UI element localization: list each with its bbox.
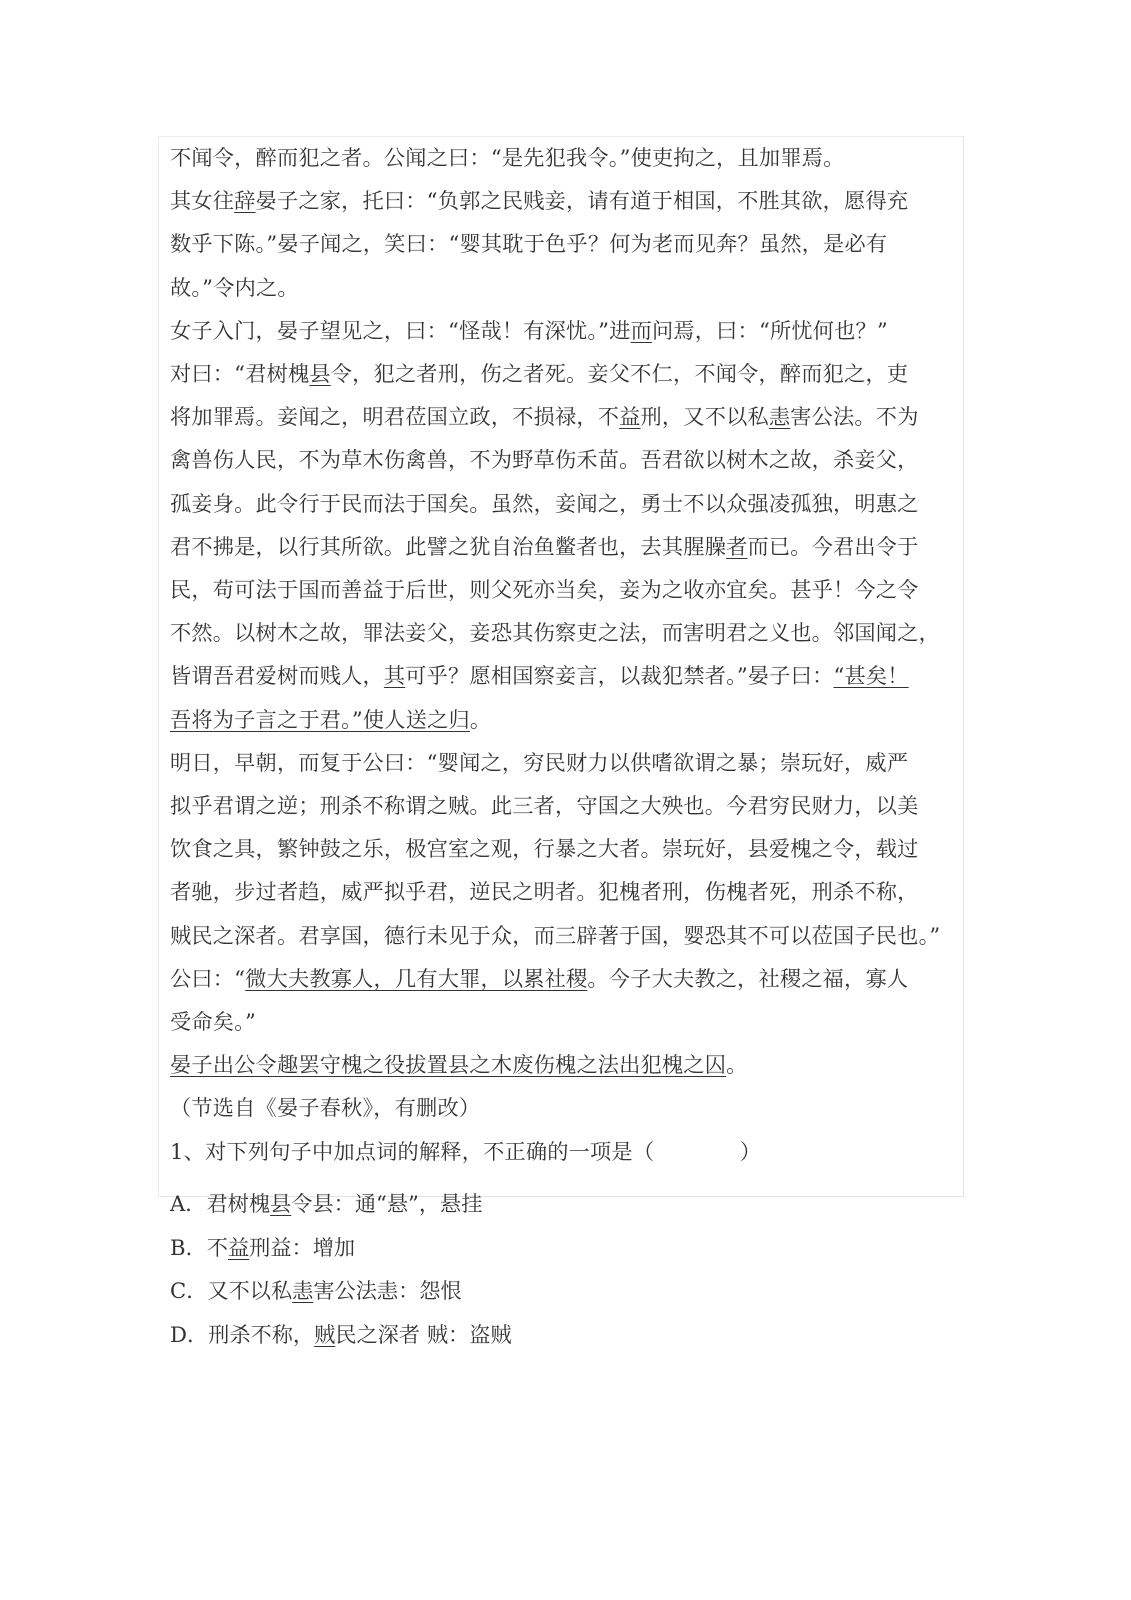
passage-line-8: 禽兽伤人民，不为草木伤禽兽，不为野草伤禾苗。吾君欲以树木之故，杀妾父， xyxy=(170,447,919,473)
passage-line-17: 饮食之具，繁钟鼓之乐，极宫室之观，行暴之大者。崇玩好，县爱槐之令，载过 xyxy=(170,836,919,862)
underlined-sentence: 晏子出公令趣罢守槐之役拔置县之木废伤槐之法出犯槐之囚 xyxy=(170,1052,727,1078)
underlined-word: 益 xyxy=(619,404,641,430)
underlined-word: 恚 xyxy=(768,404,791,430)
passage-line-22: 晏子出公令趣罢守槐之役拔置县之木废伤槐之法出犯槐之囚。 xyxy=(170,1052,748,1078)
passage-line-14: 吾将为子言之于君。”使人送之归。 xyxy=(170,706,492,732)
passage-line-18: 者驰，步过者趋，威严拟乎君，逆民之明者。犯槐者刑，伤槐者死，刑杀不称， xyxy=(170,879,919,905)
passage-line-10: 君不拂是，以行其所欲。此譬之犹自治鱼鳖者也，去其腥臊者而已。今君出令于 xyxy=(170,533,919,559)
passage xyxy=(170,136,960,1173)
passage-line-19: 贼民之深者。君享国，德行未见于众，而三辟著于国，婴恐其不可以莅国子民也。” xyxy=(170,922,941,948)
option-a[interactable]: A．君树槐县令县：通“悬”，悬挂 xyxy=(170,1191,483,1216)
underlined-sentence: 微大夫教寡人，几有大罪，以累社稷 xyxy=(245,965,588,991)
passage-line-2: 其女往辞晏子之家，托曰：“负郭之民贱妾，请有道于相国，不胜其欲，愿得充 xyxy=(170,188,909,214)
underlined-word: 县 xyxy=(309,361,331,387)
passage-line-15: 明日，早朝，而复于公曰：“婴闻之，穷民财力以供嗜欲谓之暴；崇玩好，威严 xyxy=(170,749,909,775)
underlined-word: 而 xyxy=(630,317,652,343)
underlined-word: 恚 xyxy=(292,1278,314,1304)
passage-line-21: 受命矣。” xyxy=(170,1009,256,1035)
passage-line-13: 皆谓吾君爱树而贱人，其可乎？愿相国察妾言，以裁犯禁者。”晏子曰：“甚矣！ xyxy=(170,663,909,689)
passage-line-6: 对曰：“君树槐县令，犯之者刑，伤之者死。妾父不仁，不闻令，醉而犯之，吏 xyxy=(170,361,909,387)
answer-options xyxy=(170,1182,870,1356)
passage-line-16: 拟乎君谓之逆；刑杀不称谓之贼。此三者，守国之大殃也。今君穷民财力，以美 xyxy=(170,793,919,819)
underlined-sentence: 吾将为子言之于君。”使人送之归 xyxy=(170,706,470,732)
passage-line-12: 不然。以树木之故，罪法妾父，妾恐其伤察吏之法，而害明君之义也。邻国闻之， xyxy=(170,620,940,646)
option-d[interactable]: D．刑杀不称，贼民之深者 贼：盗贼 xyxy=(170,1321,512,1347)
passage-line-20: 公曰：“微大夫教寡人，几有大罪，以累社稷。今子大夫教之，社稷之福，寡人 xyxy=(170,965,909,991)
passage-line-4: 故。”令内之。 xyxy=(170,274,299,300)
underlined-word: 者 xyxy=(726,533,748,559)
passage-line-7: 将加罪焉。妾闻之，明君莅国立政，不损禄，不益刑，又不以私恚害公法。不为 xyxy=(170,404,919,430)
option-c[interactable]: C．又不以私恚害公法恚：怨恨 xyxy=(170,1278,462,1304)
passage-line-9: 孤妾身。此令行于民而法于国矣。虽然，妾闻之，勇士不以众强凌孤独，明惠之 xyxy=(170,490,919,516)
underlined-word: 其 xyxy=(383,663,406,689)
passage-line-11: 民，苟可法于国而善益于后世，则父死亦当矣，妾为之收亦宜矣。甚乎！今之令 xyxy=(170,577,919,603)
underlined-word: 县 xyxy=(270,1191,292,1216)
passage-line-1: 不闻令，醉而犯之者。公闻之曰：“是先犯我令。”使吏拘之，且加罪焉。 xyxy=(170,145,845,170)
source-note: （节选自《晏子春秋》，有删改） xyxy=(170,1095,481,1121)
question-stem: 1、对下列句子中加点词的解释，不正确的一项是（ ） xyxy=(170,1138,762,1164)
option-b[interactable]: B．不益刑益：增加 xyxy=(170,1234,356,1260)
underlined-word: 贼 xyxy=(314,1321,336,1347)
underlined-sentence: “甚矣！ xyxy=(833,663,909,689)
underlined-word: 辞 xyxy=(234,188,256,214)
passage-line-3: 数乎下陈。”晏子闻之，笑曰：“婴其耽于色乎？何为老而见奔？虽然，是必有 xyxy=(170,231,888,257)
passage-line-5: 女子入门，晏子望见之，曰：“怪哉！有深忧。”进而问焉，曰：“所忧何也？” xyxy=(170,317,888,343)
underlined-word: 益 xyxy=(227,1234,250,1260)
